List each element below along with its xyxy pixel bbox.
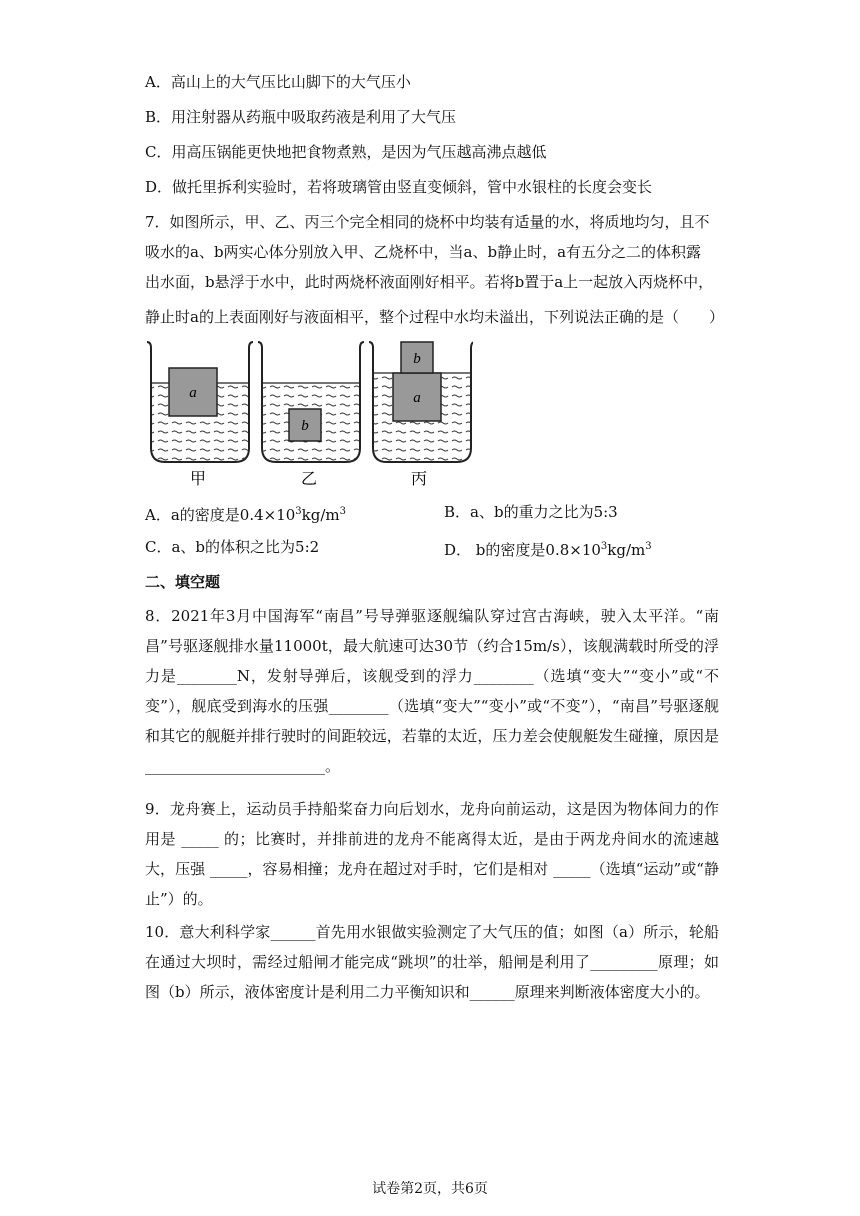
q7-stem-line-1: 7．如图所示，甲、乙、丙三个完全相同的烧杯中均装有适量的水，将质地均匀，且不	[145, 213, 710, 231]
beaker-jia	[147, 342, 253, 488]
q7-stem-line-4: 静止时a的上表面刚好与液面相平，整个过程中水均未溢出，下列说法正确的是（ ）	[145, 308, 724, 326]
beaker-yi	[258, 342, 364, 488]
section-title-fill-in: 二、填空题	[145, 573, 221, 591]
q10-text: 10．意大利科学家______首先用水银做实验测定了大气压的值；如图（a）所示，轮船在通过大坝时，需经过船闸才能完成“跳坝”的壮举，船闸是利用了_________原理；如图（b）所示，液体密度计是利用二力平衡知识和______原理来判断液体密度大小的。	[145, 923, 719, 1001]
beaker-yi-label: 乙	[300, 469, 318, 488]
q7-option-a: A．a的密度是$0.4\times 10^3kg/m^3$	[145, 506, 347, 524]
beaker-bing	[369, 342, 473, 488]
q6-option-a: A．高山上的大气压比山脚下的大气压小	[145, 73, 411, 91]
beaker-jia-label: 甲	[189, 469, 207, 488]
block-b-yi-label: b	[301, 418, 309, 434]
q7-stem-line-3: 出水面，b悬浮于水中，此时两烧杯液面刚好相平。若将b置于a上一起放入丙烧杯中，	[145, 273, 714, 291]
q7-option-d: D． b的密度是$0.8\times 10^3kg/m^3$	[444, 541, 652, 559]
q9-text: 9．龙舟赛上，运动员手持船桨奋力向后划水，龙舟向前运动，这是因为物体间力的作用是 _____ 的；比赛时，并排前进的龙舟不能离得太近，是由于两龙舟间水的流速越大，压强 _____，容易相撞；龙舟在超过对手时，它们是相对 _____（选填“运动”或“静止”）的。	[145, 800, 719, 908]
q7-beaker-figure	[143, 338, 473, 494]
q7-stem-line-2: 吸水的a、b两实心体分别放入甲、乙烧杯中，当a、b静止时，a有五分之二的体积露	[145, 243, 702, 261]
beaker-bing-label: 丙	[410, 469, 428, 488]
block-a-bing-label: a	[413, 390, 421, 406]
q6-option-b: B．用注射器从药瓶中吸取药液是利用了大气压	[145, 108, 457, 126]
block-a-jia-label: a	[189, 385, 197, 401]
q6-option-d: D．做托里拆利实验时，若将玻璃管由竖直变倾斜，管中水银柱的长度会变长	[145, 178, 653, 196]
q7-option-b: B．a、b的重力之比为5:3	[444, 503, 618, 521]
block-b-bing-label: b	[413, 351, 421, 367]
q6-option-c: C．用高压锅能更快地把食物煮熟，是因为气压越高沸点越低	[145, 143, 547, 161]
q7-option-c: C．a、b的体积之比为5:2	[145, 538, 320, 556]
page-footer: 试卷第2页，共6页	[372, 1181, 488, 1197]
q8-text: 8．2021年3月中国海军“南昌”号导弹驱逐舰编队穿过宫古海峡，驶入太平洋。“南昌”号驱逐舰排水量11000t，最大航速可达30节（约合15m/s），该舰满载时所受的浮力是________N，发射导弹后，该舰受到的浮力________（选填“变大”“变小”或“不变”），舰底受到海水的压强________（选填“变大”“变小”或“不变”），“南昌”号驱逐舰和其它的舰艇并排行驶时的间距较远，若靠的太近，压力差会使舰艇发生碰撞，原因是________________________。	[145, 607, 719, 775]
